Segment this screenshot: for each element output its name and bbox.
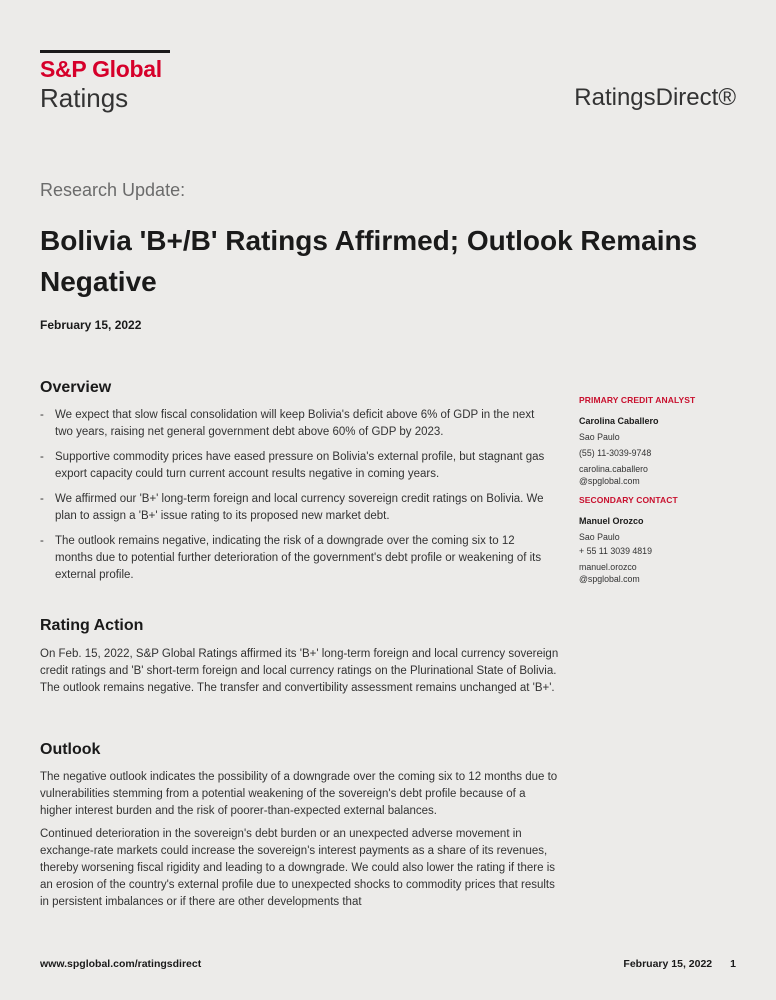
primary-contact: [579, 395, 739, 585]
secondary-contact-city: Sao Paulo: [579, 532, 620, 542]
footer-date: February 15, 2022: [623, 958, 713, 970]
secondary-contact-email[interactable]: [579, 561, 739, 585]
bullet-dash: -: [40, 409, 44, 421]
footer-meta: [623, 958, 736, 970]
email-line-2: @spglobal.com: [579, 574, 640, 584]
list-item: [40, 449, 550, 483]
primary-contact-label: PRIMARY CREDIT ANALYST: [579, 395, 696, 405]
list-item: [40, 533, 550, 584]
secondary-contact-phone: + 55 11 3039 4819: [579, 546, 652, 556]
bullet-text: We affirmed our 'B+' long-term foreign and local currency sovereign credit ratings on Bolivia. We plan to assign a 'B+' issue rating to its proposed new market debt.: [55, 493, 544, 522]
email-line-1: carolina.caballero: [579, 464, 648, 474]
logo-ratings-text: Ratings: [40, 83, 129, 113]
overview-heading: Overview: [40, 379, 112, 396]
email-line-2: @spglobal.com: [579, 476, 640, 486]
outlook-heading: Outlook: [40, 741, 101, 758]
rating-action-body: On Feb. 15, 2022, S&P Global Ratings affirmed its 'B+' long-term foreign and local currency sovereign credit ratings and 'B' short-term foreign and local currency ratings on the Plurinational State of Bolivia. The outlook remains negative. The transfer and convertibility assessment remains unchanged at 'B+'.: [40, 648, 559, 694]
outlook-paragraph-2: Continued deterioration in the sovereign's debt burden or an unexpected adverse movement in exchange-rate markets could increase the sovereign's interest payments as a share of its revenues, thereby worsening fiscal rigidity and leading to a downgrade. We could also lower the rating if there is an erosion of the country's external profile due to unexpected shocks to commodity prices that results in persistent imbalances or if there are other developments that: [40, 828, 556, 908]
primary-contact-name: Carolina Caballero: [579, 416, 659, 426]
bullet-dash: -: [40, 451, 44, 463]
article-date: February 15, 2022: [40, 318, 142, 332]
logo-rule: [40, 50, 170, 53]
primary-contact-city: Sao Paulo: [579, 432, 620, 442]
article-title: Bolivia 'B+/B' Ratings Affirmed; Outlook Remains Negative: [40, 225, 698, 297]
list-item: [40, 491, 550, 525]
footer-url-link[interactable]: www.spglobal.com/ratingsdirect: [40, 958, 202, 970]
rating-action-heading: Rating Action: [40, 617, 144, 634]
list-item: [40, 407, 550, 441]
page-number: 1: [730, 958, 736, 970]
secondary-contact-label: SECONDARY CONTACT: [579, 495, 678, 505]
secondary-contact-name: Manuel Orozco: [579, 516, 644, 526]
article-kicker: Research Update:: [40, 180, 186, 200]
primary-contact-phone: (55) 11-3039-9748: [579, 448, 652, 458]
bullet-text: Supportive commodity prices have eased pressure on Bolivia's external profile, but stagnant gas export capacity could turn current account results negative in coming years.: [55, 451, 545, 480]
primary-contact-email[interactable]: [579, 463, 739, 487]
bullet-dash: -: [40, 493, 44, 505]
sp-global-logo: S&P Global: [40, 56, 162, 82]
outlook-paragraph-1: The negative outlook indicates the possibility of a downgrade over the coming six to 12 months due to vulnerabilities stemming from a potential weakening of the sovereign's debt profile because of a higher interest burden and the risk of poorer-than-expected external balances.: [40, 771, 558, 817]
bullet-dash: -: [40, 535, 44, 547]
email-line-1: manuel.orozco: [579, 562, 637, 572]
bullet-text: We expect that slow fiscal consolidation will keep Bolivia's deficit above 6% of GDP in the next two years, raising net general government debt above 60% of GDP by 2023.: [55, 409, 535, 438]
bullet-text: The outlook remains negative, indicating the risk of a downgrade over the coming six to 12 months due to potential further deterioration of the government's debt profile or weakening of its external profile.: [55, 535, 542, 581]
overview-bullet-list: [40, 407, 550, 592]
product-name: RatingsDirect®: [574, 84, 736, 111]
